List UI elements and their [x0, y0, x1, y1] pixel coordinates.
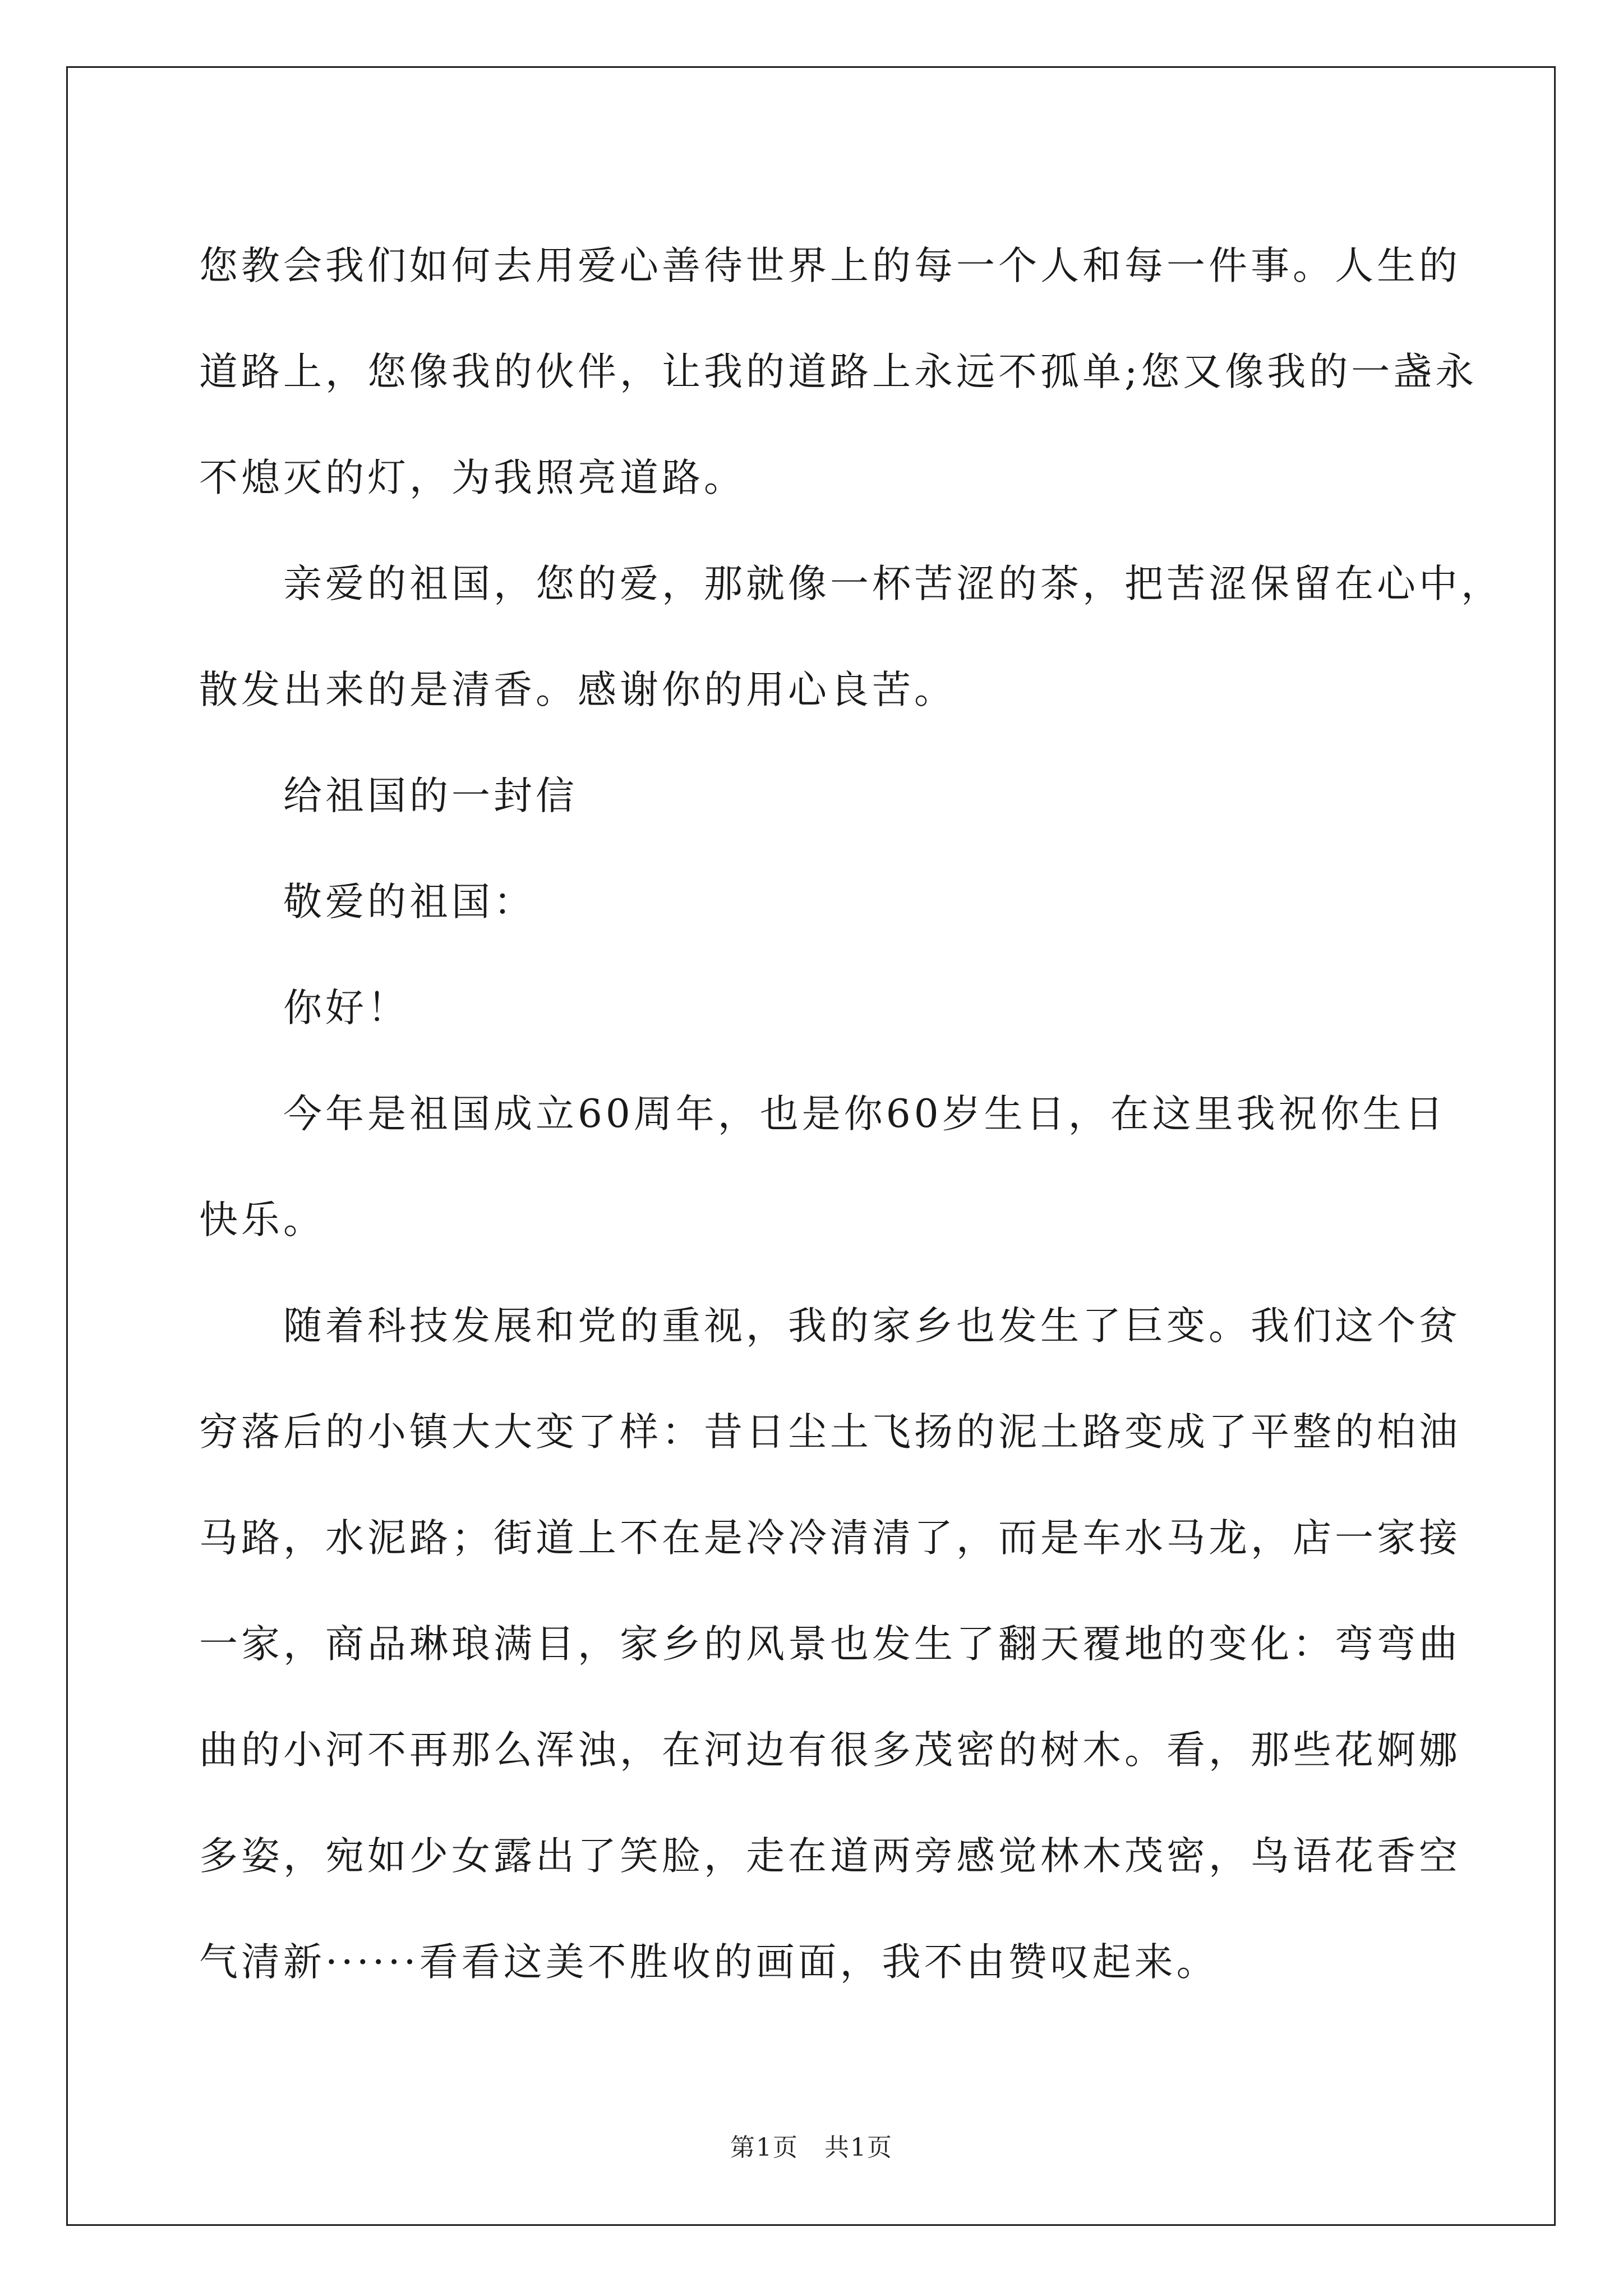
text-line: 一家，商品琳琅满目，家乡的风景也发生了翻天覆地的变化：弯弯曲	[199, 1622, 1461, 1667]
text-line: 给祖国的一封信	[283, 774, 578, 818]
paragraph-2	[199, 531, 1503, 743]
letter-title	[199, 743, 1455, 849]
text-line: 快乐。	[199, 1198, 325, 1243]
text-line: 气清新······看看这美不胜收的画面，我不由赞叹起来。	[199, 1940, 1219, 1985]
text-line: 道路上，您像我的伙伴，让我的道路上永远不孤单;您又像我的一盏永	[199, 349, 1478, 394]
page-number: 第1页 共1页	[730, 2133, 893, 2162]
text-line: 亲爱的祖国，您的爱，那就像一杯苦涩的茶，把苦涩保留在心中，	[283, 562, 1503, 606]
document-body	[199, 213, 1503, 2016]
text-line: 马路，水泥路；街道上不在是冷冷清清了，而是车水马龙，店一家接	[199, 1516, 1461, 1561]
text-line: 散发出来的是清香。感谢你的用心良苦。	[199, 668, 956, 712]
paragraph-3	[199, 1061, 1455, 1273]
text-line: 敬爱的祖国：	[283, 880, 536, 924]
text-line: 你好！	[283, 986, 409, 1030]
paragraph-1	[199, 213, 1478, 531]
text-line: 随着科技发展和党的重视，我的家乡也发生了巨变。我们这个贫	[283, 1304, 1461, 1349]
text-line: 不熄灭的灯，为我照亮道路。	[199, 455, 746, 500]
text-line: 今年是祖国成立60周年，也是你60岁生日，在这里我祝你生日	[283, 1092, 1447, 1137]
letter-greeting	[199, 955, 1455, 1061]
text-line: 曲的小河不再那么浑浊，在河边有很多茂密的树木。看，那些花婀娜	[199, 1728, 1461, 1773]
text-line: 您教会我们如何去用爱心善待世界上的每一个人和每一件事。人生的	[199, 243, 1461, 288]
paragraph-4	[199, 1273, 1461, 2016]
letter-salutation	[199, 849, 1455, 955]
text-line: 多姿，宛如少女露出了笑脸，走在道两旁感觉林木茂密，鸟语花香空	[199, 1834, 1461, 1879]
text-line: 穷落后的小镇大大变了样：昔日尘土飞扬的泥土路变成了平整的柏油	[199, 1410, 1461, 1455]
